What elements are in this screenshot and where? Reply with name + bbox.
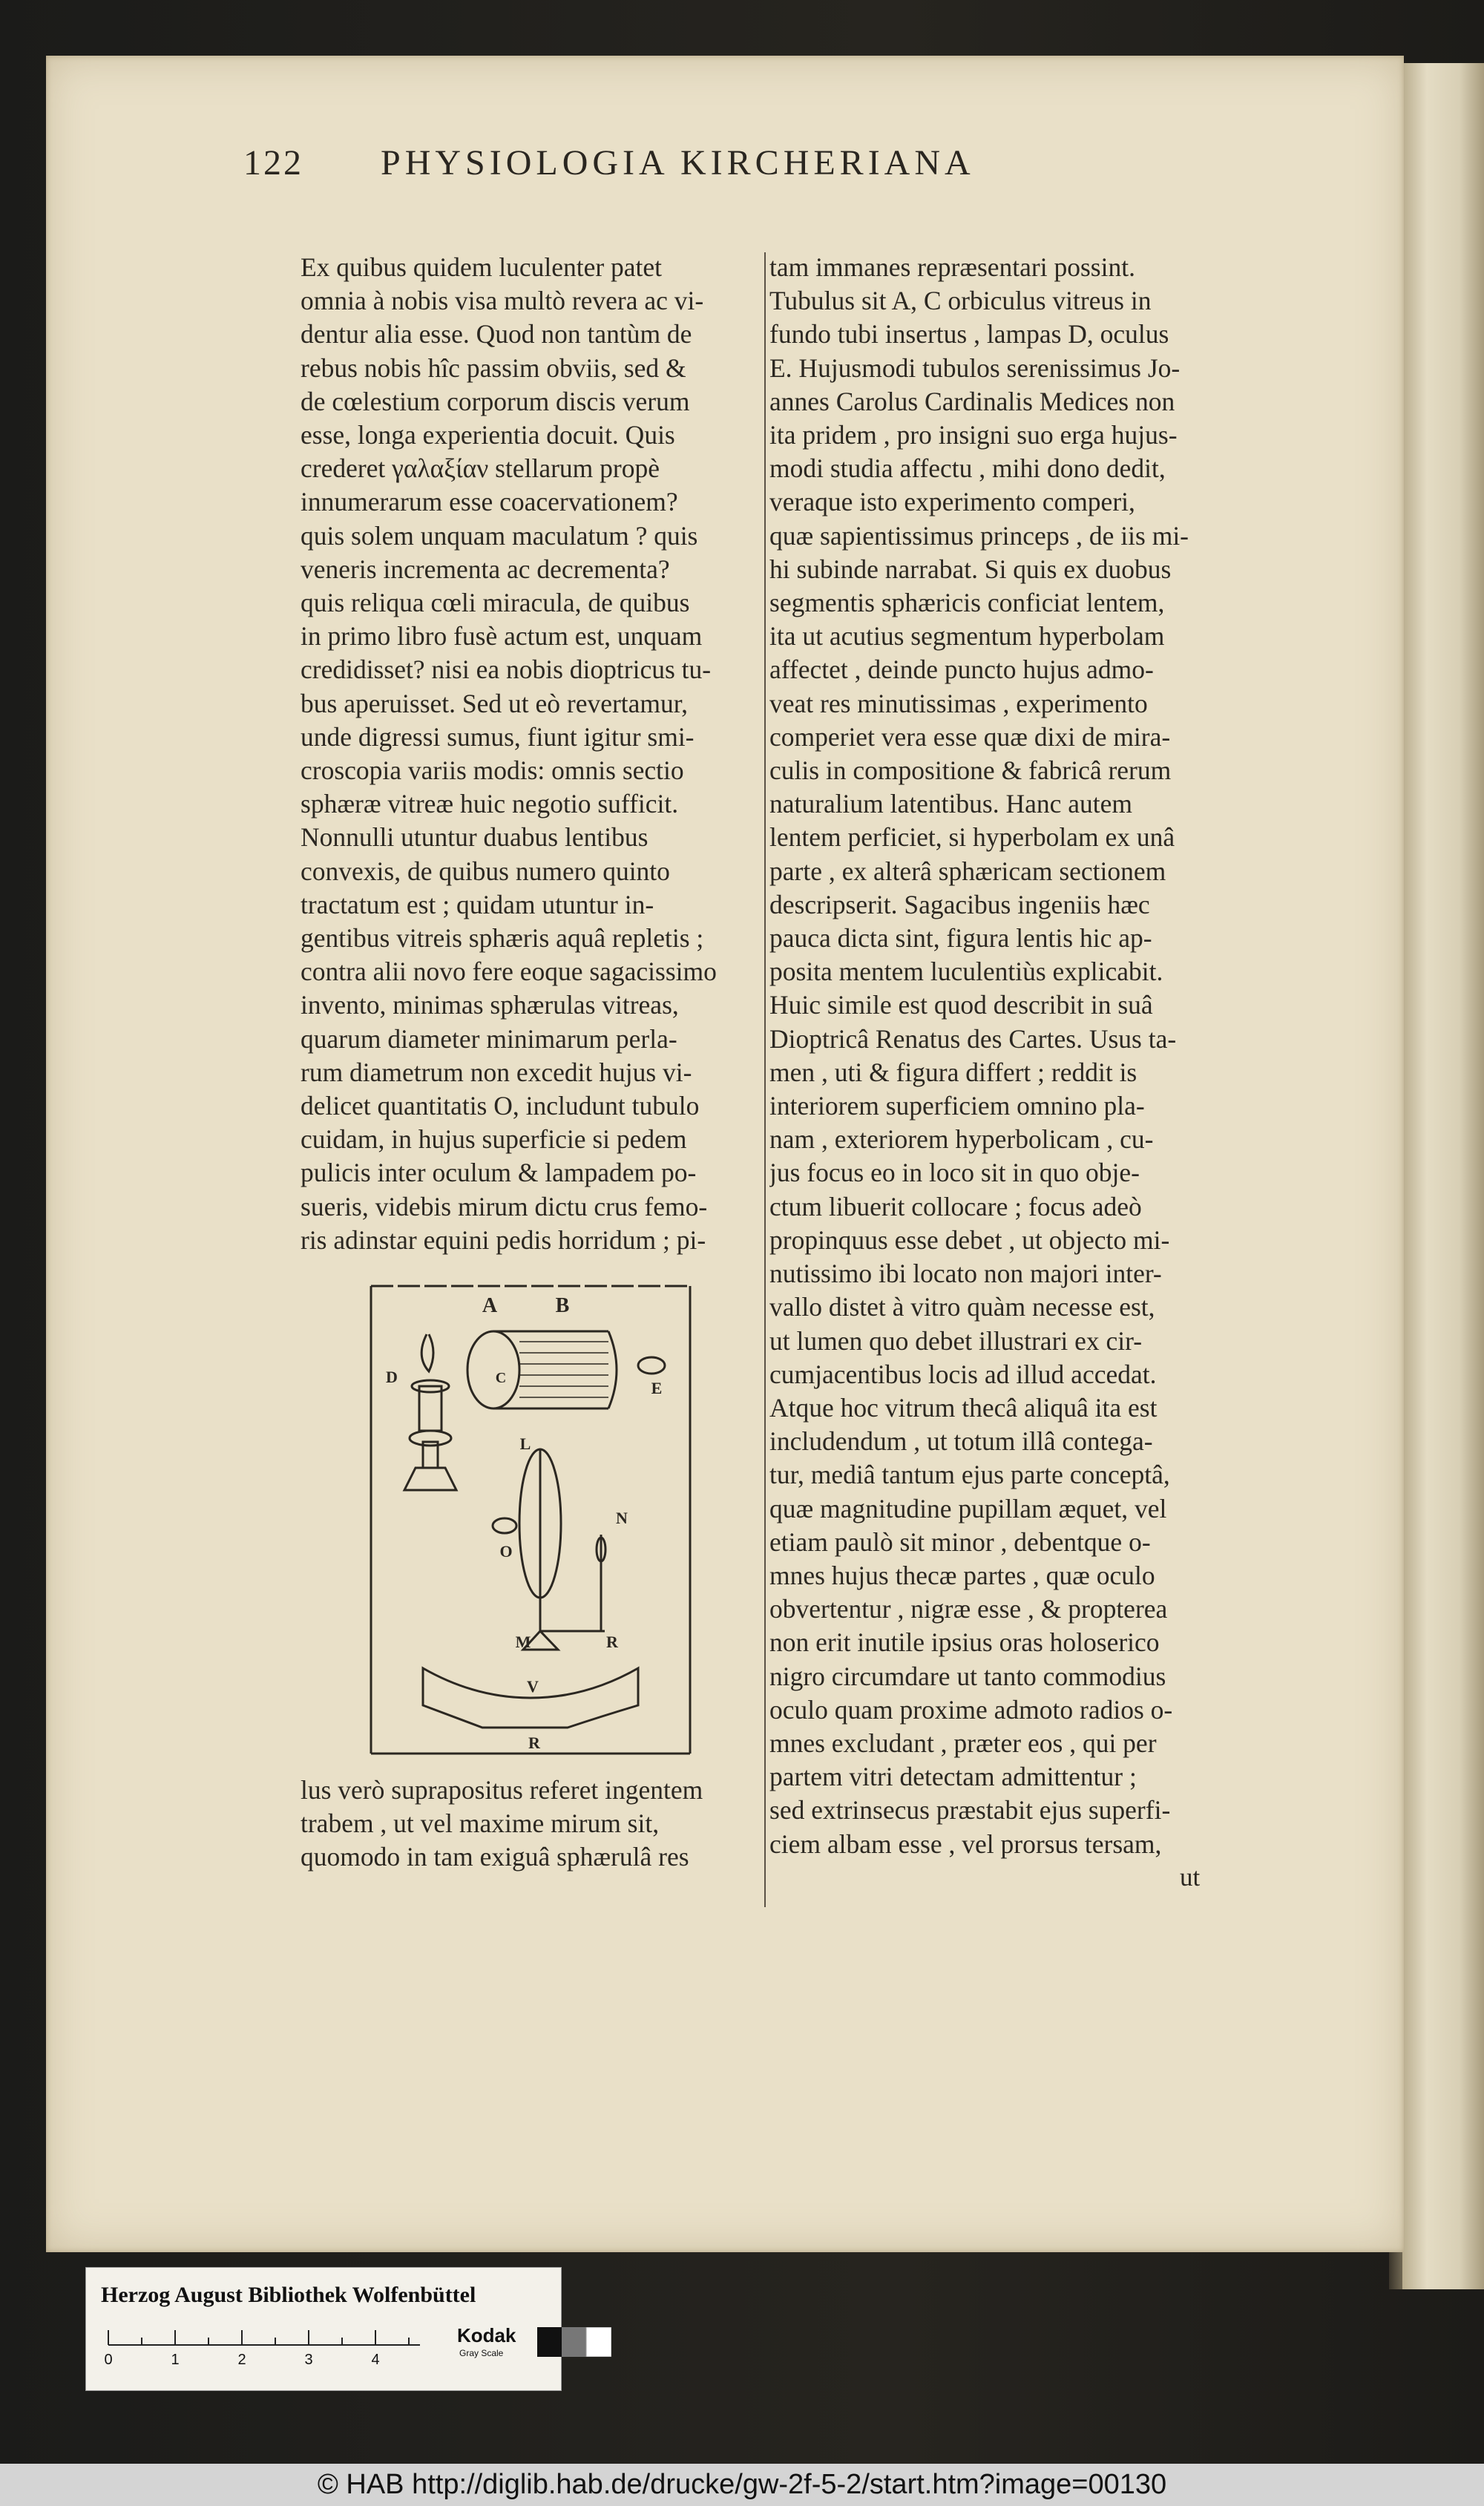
right-column-line: veat res minutissimas , experimento bbox=[769, 688, 1148, 718]
right-column-line: culis in compositione & fabricâ rerum bbox=[769, 755, 1172, 786]
left-column-line: quis reliqua cœli miracula, de quibus bbox=[301, 588, 690, 618]
label-l: L bbox=[519, 1434, 531, 1453]
right-column bbox=[769, 251, 1213, 1861]
label-b: B bbox=[555, 1294, 570, 1317]
right-column-line: sed extrinsecus præstabit ejus superfi- bbox=[769, 1795, 1171, 1826]
right-column-line: fundo tubi insertus , lampas D, oculus bbox=[769, 319, 1169, 350]
left-column-line: credidisset? nisi ea nobis dioptricus tu- bbox=[301, 655, 712, 685]
right-column-line: vallo distet à vitro quàm necesse est, bbox=[769, 1292, 1155, 1322]
right-column-line: obvertentur , nigræ esse , & propterea bbox=[769, 1594, 1168, 1624]
right-column-line: nutissimo ibi locato non majori inter- bbox=[769, 1259, 1162, 1289]
library-name: Herzog August Bibliothek Wolfenbüttel bbox=[101, 2283, 476, 2307]
library-color-card bbox=[85, 2267, 562, 2391]
right-column-line: quæ magnitudine pupillam æquet, vel bbox=[769, 1493, 1167, 1523]
left-column-line: invento, minimas sphærulas vitreas, bbox=[301, 990, 679, 1020]
right-column-line: posita mentem luculentiùs explicabit. bbox=[769, 957, 1163, 987]
left-column-line: convexis, de quibus numero quinto bbox=[301, 856, 670, 886]
left-column-line: de cœlestium corporum discis verum bbox=[301, 386, 690, 416]
scale-2: 2 bbox=[237, 2352, 246, 2367]
label-e: E bbox=[651, 1379, 663, 1397]
right-column-line: lentem perficiet, si hyperbolam ex unâ bbox=[769, 822, 1175, 853]
right-column-line: segmentis sphæricis conficiat lentem, bbox=[769, 588, 1165, 618]
right-column-line: quæ sapientissimus princeps , de iis mi- bbox=[769, 520, 1189, 551]
label-v: V bbox=[527, 1677, 539, 1696]
right-column-line: mnes excludant , præter eos , qui per bbox=[769, 1728, 1157, 1758]
left-column-line: quarum diameter minimarum perla- bbox=[301, 1023, 677, 1054]
microscope-figure bbox=[364, 1282, 697, 1757]
left-column-line: tractatum est ; quidam utuntur in- bbox=[301, 889, 654, 919]
left-column-continuation bbox=[301, 1774, 761, 1874]
right-column-line: includendum , ut totum illâ contega- bbox=[769, 1426, 1153, 1457]
gray-scale-label: Gray Scale bbox=[459, 2348, 504, 2358]
right-column-line: Atque hoc vitrum thecâ aliquâ ita est bbox=[769, 1392, 1158, 1423]
column-divider bbox=[764, 252, 766, 1907]
left-column-line: veneris incrementa ac decrementa? bbox=[301, 554, 670, 584]
left-column-line: ris adinstar equini pedis horridum ; pi- bbox=[301, 1224, 706, 1255]
left-column-line: cuidam, in hujus superficie si pedem bbox=[301, 1124, 687, 1155]
label-d: D bbox=[386, 1368, 398, 1386]
right-column-line: tam immanes repræsentari possint. bbox=[769, 252, 1135, 282]
left-column-line: crederet γαλαξίαν stellarum propè bbox=[301, 453, 660, 484]
right-column-line: mnes hujus thecæ partes , quæ oculo bbox=[769, 1560, 1155, 1590]
right-column-line: men , uti & figura differt ; reddit is bbox=[769, 1057, 1137, 1087]
left-column-line: in primo libro fusè actum est, unquam bbox=[301, 621, 703, 652]
page-number: 122 bbox=[243, 143, 303, 183]
right-column-line: veraque isto experimento comperi, bbox=[769, 487, 1135, 517]
left-column-bottom-line: trabem , ut vel maxime mirum sit, bbox=[301, 1808, 660, 1839]
label-a: A bbox=[482, 1294, 498, 1317]
right-column-line: annes Carolus Cardinalis Medices non bbox=[769, 386, 1175, 416]
right-column-line: partem vitri detectam admittentur ; bbox=[769, 1762, 1137, 1792]
right-column-line: nam , exteriorem hyperbolicam , cu- bbox=[769, 1124, 1154, 1155]
right-column-line: nigro circumdare ut tanto commodius bbox=[769, 1661, 1166, 1691]
left-column-line: rum diametrum non excedit hujus vi- bbox=[301, 1057, 692, 1087]
label-n: N bbox=[616, 1509, 628, 1527]
right-column-line: pauca dicta sint, figura lentis hic ap- bbox=[769, 923, 1152, 954]
right-column-line: Huic simile est quod describit in suâ bbox=[769, 990, 1153, 1020]
left-column-line: innumerarum esse coacervationem? bbox=[301, 487, 678, 517]
left-column-line: sueris, videbis mirum dictu crus femo- bbox=[301, 1191, 708, 1221]
left-column-line: sphæræ vitreæ huic negotio sufficit. bbox=[301, 789, 679, 819]
running-head bbox=[243, 142, 1379, 183]
right-column-line: E. Hujusmodi tubulos serenissimus Jo- bbox=[769, 352, 1181, 383]
left-column-line: delicet quantitatis O, includunt tubulo bbox=[301, 1091, 700, 1121]
facing-page-edge bbox=[1402, 63, 1484, 2289]
right-column-line: etiam paulò sit minor , debentque o- bbox=[769, 1526, 1151, 1557]
left-column-line: dentur alia esse. Quod non tantùm de bbox=[301, 319, 692, 350]
label-r-upper: R bbox=[606, 1633, 618, 1651]
running-title: PHYSIOLOGIA KIRCHERIANA bbox=[381, 143, 975, 183]
left-column-line: unde digressi sumus, fiunt igitur smi- bbox=[301, 721, 695, 752]
right-column-line: affectet , deinde puncto hujus admo- bbox=[769, 655, 1154, 685]
left-column-line: gentibus vitreis sphæris aquâ repletis ; bbox=[301, 923, 704, 954]
right-column-line: hi subinde narrabat. Si quis ex duobus bbox=[769, 554, 1172, 584]
left-column-bottom-line: lus verò suprapositus referet ingentem bbox=[301, 1775, 703, 1805]
right-column-line: ctum libuerit collocare ; focus adeò bbox=[769, 1191, 1142, 1221]
scale-3: 3 bbox=[304, 2352, 313, 2367]
left-column-line: quis solem unquam maculatum ? quis bbox=[301, 520, 698, 551]
left-column-line: rebus nobis hîc passim obviis, sed & bbox=[301, 352, 686, 383]
label-c: C bbox=[495, 1370, 507, 1386]
right-column-line: non erit inutile ipsius oras holoserico bbox=[769, 1627, 1160, 1658]
label-o: O bbox=[499, 1542, 513, 1561]
right-column-line: ita pridem , pro insigni suo erga hujus- bbox=[769, 420, 1178, 450]
left-column-line: croscopia variis modis: omnis sectio bbox=[301, 755, 684, 786]
left-column-line: esse, longa experientia docuit. Quis bbox=[301, 420, 675, 450]
scale-0: 0 bbox=[104, 2352, 113, 2367]
right-column-line: ut lumen quo debet illustrari ex cir- bbox=[769, 1325, 1143, 1356]
left-column-line: pulicis inter oculum & lampadem po- bbox=[301, 1158, 697, 1188]
kodak-logo-text: Kodak bbox=[457, 2324, 516, 2346]
footer-credit: © HAB http://diglib.hab.de/drucke/gw-2f-5-2/start.htm?image=00130 bbox=[0, 2464, 1484, 2506]
right-column-line: jus focus eo in loco sit in quo obje- bbox=[769, 1158, 1140, 1188]
right-column-line: comperiet vera esse quæ dixi de mira- bbox=[769, 721, 1171, 752]
left-column-line: Nonnulli utuntur duabus lentibus bbox=[301, 822, 649, 853]
right-column-line: Dioptricâ Renatus des Cartes. Usus ta- bbox=[769, 1023, 1177, 1054]
right-column-line: ita ut acutius segmentum hyperbolam bbox=[769, 621, 1165, 652]
ruler-scale bbox=[101, 2323, 427, 2367]
gray-patches bbox=[537, 2327, 611, 2357]
right-column-line: naturalium latentibus. Hanc autem bbox=[769, 789, 1132, 819]
right-column-line: oculo quam proxime admoto radios o- bbox=[769, 1694, 1173, 1725]
label-m: M bbox=[515, 1633, 531, 1651]
left-column-line: contra alii novo fere eoque sagacissimo bbox=[301, 957, 717, 987]
right-column-line: ciem albam esse , vel prorsus tersam, bbox=[769, 1828, 1162, 1859]
right-column-line: propinquus esse debet , ut objecto mi- bbox=[769, 1224, 1170, 1255]
right-column-line: modi studia affectu , mihi dono dedit, bbox=[769, 453, 1166, 484]
label-r-lower: R bbox=[528, 1733, 540, 1752]
catchword: ut bbox=[1180, 1863, 1201, 1892]
right-column-line: descripserit. Sagacibus ingeniis hæc bbox=[769, 889, 1150, 919]
right-column-line: cumjacentibus locis ad illud accedat. bbox=[769, 1359, 1157, 1389]
left-column-line: omnia à nobis visa multò revera ac vi- bbox=[301, 286, 704, 316]
left-column bbox=[301, 251, 761, 1257]
right-column-line: interiorem superficiem omnino pla- bbox=[769, 1091, 1145, 1121]
left-column-line: bus aperuisset. Sed ut eò revertamur, bbox=[301, 688, 689, 718]
right-column-line: tur, mediâ tantum ejus parte conceptâ, bbox=[769, 1460, 1170, 1490]
right-column-line: parte , ex alterâ sphæricam sectionem bbox=[769, 856, 1166, 886]
scale-4: 4 bbox=[371, 2352, 380, 2367]
left-column-line: Ex quibus quidem luculenter patet bbox=[301, 252, 663, 282]
right-column-line: Tubulus sit A, C orbiculus vitreus in bbox=[769, 286, 1152, 316]
left-column-bottom-line: quomodo in tam exiguâ sphærulâ res bbox=[301, 1842, 689, 1872]
scale-1: 1 bbox=[171, 2352, 180, 2367]
